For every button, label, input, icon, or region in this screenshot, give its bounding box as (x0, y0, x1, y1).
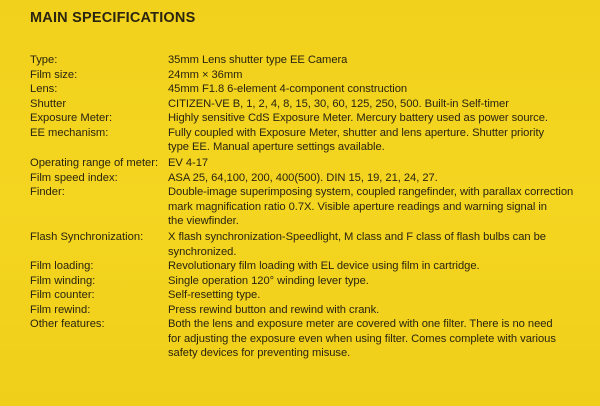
spec-label: Lens: (30, 83, 58, 95)
spec-value (168, 156, 590, 171)
spec-label: Finder: (30, 186, 65, 198)
spec-label: Film speed index: (30, 171, 118, 184)
page-title: MAIN SPECIFICATIONS (30, 10, 196, 26)
spec-value (168, 111, 590, 126)
spec-value (168, 230, 590, 259)
spec-label: Shutter (30, 97, 67, 110)
spec-value-line: CITIZEN-VE B, 1, 2, 4, 8, 15, 30, 60, 125, 250, 500. Built-in Self-timer (168, 97, 509, 110)
spec-value-line: Self-resetting type. (168, 289, 261, 301)
spec-value-line: X flash synchronization-Speedlight, M class and F class of flash bulbs can be (168, 231, 546, 243)
spec-label: Film winding: (30, 274, 96, 287)
spec-value-line: 45mm F1.8 6-element 4-component construction (168, 83, 408, 95)
spec-row-other-features (30, 317, 590, 361)
spec-label: EE mechanism: (30, 126, 109, 139)
spec-row-lens (30, 82, 590, 97)
spec-label: Flash Synchronization: (30, 231, 144, 243)
spec-value (168, 303, 590, 318)
spec-label: Film rewind: (30, 303, 91, 316)
spec-label: Film counter: (30, 289, 95, 301)
spec-row-ee-mechanism (30, 126, 590, 155)
spec-value (168, 259, 590, 274)
spec-value-line: Double-image superimposing system, coupled rangefinder, with parallax correction (168, 186, 574, 198)
spec-row-flash-sync (30, 230, 590, 259)
spec-value-line: type EE. Manual aperture settings available. (168, 141, 385, 153)
spec-label: Film size: (30, 68, 78, 81)
spec-value-line: for adjusting the exposure even when using filter. Comes complete with various (168, 332, 556, 345)
spec-value (168, 288, 590, 303)
spec-row-film-winding (30, 274, 590, 289)
spec-value (168, 317, 590, 361)
spec-row-film-size (30, 68, 590, 83)
spec-row-operating-range (30, 156, 590, 171)
spec-row-film-counter (30, 288, 590, 303)
spec-row-film-speed (30, 171, 590, 186)
spec-label: Other features: (30, 318, 105, 330)
spec-value-line: ASA 25, 64,100, 200, 400(500). DIN 15, 19, 21, 24, 27. (168, 171, 438, 184)
spec-value-line: safety devices for preventing misuse. (168, 347, 351, 359)
spec-label: Exposure Meter: (30, 112, 113, 124)
spec-value (168, 274, 590, 289)
spec-value (168, 185, 590, 229)
spec-value-line: mark magnification ratio 0.7X. Visible aperture readings and warning signal in (168, 200, 547, 213)
spec-value-line: Revolutionary film loading with EL device using film in cartridge. (168, 260, 480, 272)
spec-row-film-loading (30, 259, 590, 274)
spec-label: Operating range of meter: (30, 157, 159, 169)
spec-value (168, 68, 590, 83)
spec-value (168, 82, 590, 97)
spec-value-line: the viewfinder. (168, 215, 239, 227)
spec-label: Type: (30, 54, 58, 66)
spec-row-film-rewind (30, 303, 590, 318)
spec-value-line: synchronized. (168, 245, 237, 258)
spec-value-line: 24mm × 36mm (168, 68, 243, 81)
spec-value-line: Highly sensitive CdS Exposure Meter. Mercury battery used as power source. (168, 112, 548, 124)
spec-value (168, 97, 590, 112)
spec-value (168, 53, 590, 68)
spec-value (168, 171, 590, 186)
spec-value-line: Press rewind button and rewind with crank. (168, 303, 380, 316)
spec-value-line: Both the lens and exposure meter are covered with one filter. There is no need (168, 318, 553, 330)
spec-row-exposure-meter (30, 111, 590, 126)
spec-value-line: 35mm Lens shutter type EE Camera (168, 54, 348, 66)
spec-row-finder (30, 185, 590, 229)
spec-value-line: Single operation 120° winding lever type. (168, 274, 369, 287)
specifications-list (30, 53, 590, 361)
spec-value-line: EV 4-17 (168, 157, 209, 169)
spec-value (168, 126, 590, 155)
spec-row-shutter (30, 97, 590, 112)
spec-row-type (30, 53, 590, 68)
spec-label: Film loading: (30, 260, 94, 272)
spec-value-line: Fully coupled with Exposure Meter, shutter and lens aperture. Shutter priority (168, 126, 545, 139)
